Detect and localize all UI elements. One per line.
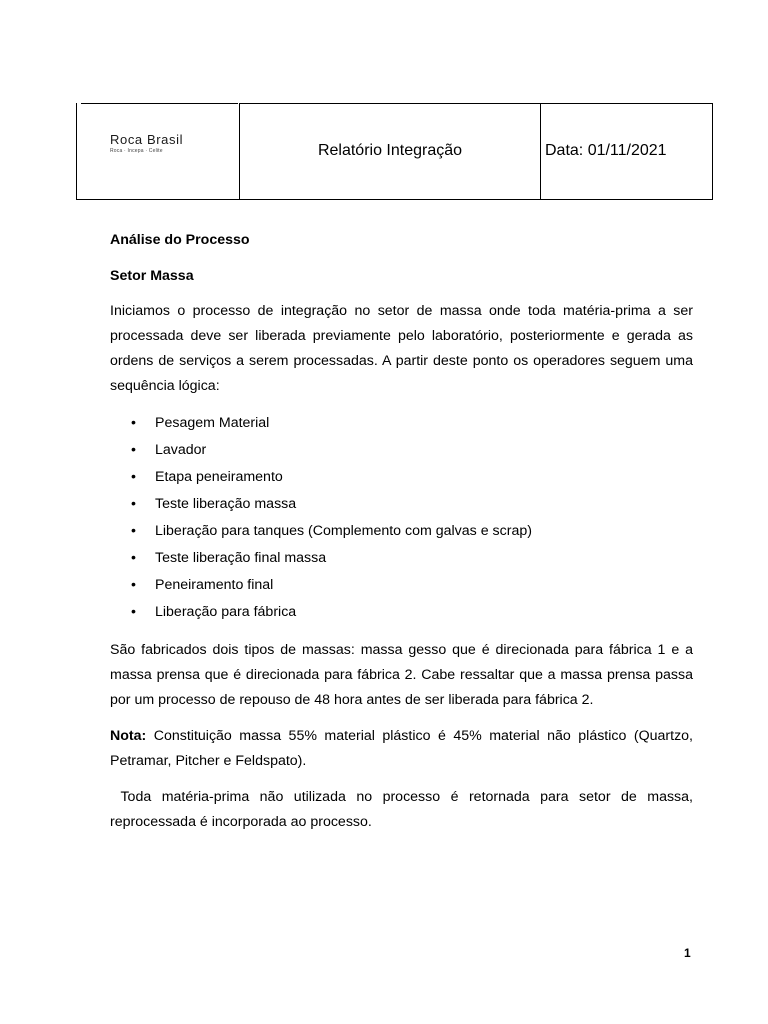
header-top-border [76,103,238,104]
step-text: Liberação para tanques (Complemento com galvas e scrap) [155,523,532,539]
step-text: Pesagem Material [155,415,270,431]
note-text: Constituição massa 55% material plástico é 45% material não plástico (Quartzo, Petramar, Pitcher e Feldspato). [110,728,693,769]
subsection-title: Setor Massa [110,268,194,284]
document-header [76,103,713,200]
company-logo [77,104,239,199]
report-title: Relatório Integração [240,104,541,200]
step-text: Etapa peneiramento [155,469,283,485]
step-text: Lavador [155,442,207,458]
list-item [110,464,693,491]
intro-paragraph: Iniciamos o processo de integração no setor de massa onde toda matéria-prima a ser processada deve ser liberada previamente pelo laboratório, posteriormente e gerada as ordens de serviços a serem processadas. A partir deste ponto os operadores seguem uma sequência lógica: [110,303,693,394]
list-item [110,491,693,518]
bullet-icon: • [131,496,136,512]
step-text: Liberação para fábrica [155,604,297,620]
list-item [110,437,693,464]
mass-types-paragraph: São fabricados dois tipos de massas: massa gesso que é direcionada para fábrica 1 e a massa prensa que é direcionada para fábrica 2. Cabe ressaltar que a massa prensa passa por um processo de repouso de 48 hora antes de ser liberada para fábrica 2. [110,642,693,708]
page-number: 1 [684,946,691,960]
step-text: Teste liberação massa [155,496,297,512]
list-item [110,545,693,572]
bullet-icon: • [131,550,136,566]
bullet-icon: • [131,469,136,485]
report-date: Data: 01/11/2021 [541,104,713,200]
process-steps-list [110,410,693,626]
bullet-icon: • [131,523,136,539]
bullet-icon: • [131,604,136,620]
document-body [110,228,697,846]
logo-text: Roca Brasil [110,131,184,147]
list-item [110,572,693,599]
list-item [110,518,693,545]
list-item [110,599,693,626]
step-text: Peneiramento final [155,577,274,593]
bullet-icon: • [131,577,136,593]
logo-cell [77,104,240,200]
reprocess-paragraph: Toda matéria-prima não utilizada no processo é retornada para setor de massa, reprocessada é incorporada ao processo. [110,789,697,830]
bullet-icon: • [131,415,136,431]
logo-subline: Roca · Incepa · Celite [110,147,163,154]
note-paragraph [110,724,693,774]
bullet-icon: • [131,442,136,458]
section-title: Análise do Processo [110,232,250,248]
note-label: Nota: [110,728,147,744]
step-text: Teste liberação final massa [155,550,327,566]
list-item [110,410,693,437]
